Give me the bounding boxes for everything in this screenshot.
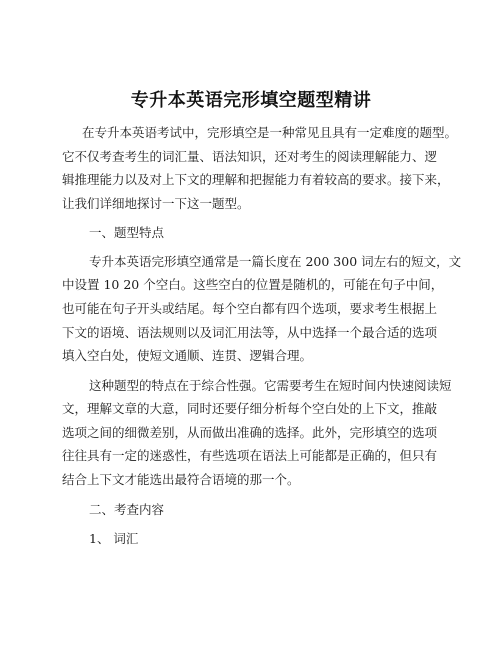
section1-p1-line-1: 专升本英语完形填空通常是一篇长度在 200 300 词左右的短文，文 [89,254,462,269]
section1-p1-line-2: 中设置 10 20 个空白。这些空白的位置是随机的，可能在句子中间， [62,277,444,292]
section-heading-2: 二、考查内容 [89,502,165,517]
intro-line-2: 它不仅考查考生的词汇量、语法知识，还对考生的阅读理解能力、逻 [62,149,438,164]
section1-p2-line-2: 文，理解文章的大意，同时还要仔细分析每个空白处的上下文，推敲 [62,401,438,416]
section1-p2-line-5: 结合上下文才能选出最符合语境的那一个。 [62,472,300,487]
section1-p2-line-1: 这种题型的特点在于综合性强。它需要考生在短时间内快速阅读短 [89,378,452,393]
section2-item-1: 1、 词汇 [89,531,139,546]
section1-p1-line-4: 下文的语境、语法规则以及词汇用法等，从中选择一个最合适的选项 [62,325,438,340]
intro-line-3: 辑推理能力以及对上下文的理解和把握能力有着较高的要求。接下来， [62,172,450,187]
intro-line-1: 在专升本英语考试中，完形填空是一种常见且具有一定难度的题型。 [82,125,458,140]
page-title: 专升本英语完形填空题型精讲 [130,90,372,111]
section1-p2-line-3: 选项之间的细微差别，从而做出准确的选择。此外，完形填空的选项 [62,425,438,440]
section1-p1-line-5: 填入空白处，使短文通顺、连贯、逻辑合理。 [62,348,313,363]
section-heading-1: 一、题型特点 [89,225,165,240]
intro-line-4: 让我们详细地探讨一下这一题型。 [62,196,250,211]
section1-p1-line-3: 也可能在句子开头或结尾。每个空白都有四个选项，要求考生根据上 [62,301,438,316]
section1-p2-line-4: 往往具有一定的迷惑性，有些选项在语法上可能都是正确的，但只有 [62,448,438,463]
